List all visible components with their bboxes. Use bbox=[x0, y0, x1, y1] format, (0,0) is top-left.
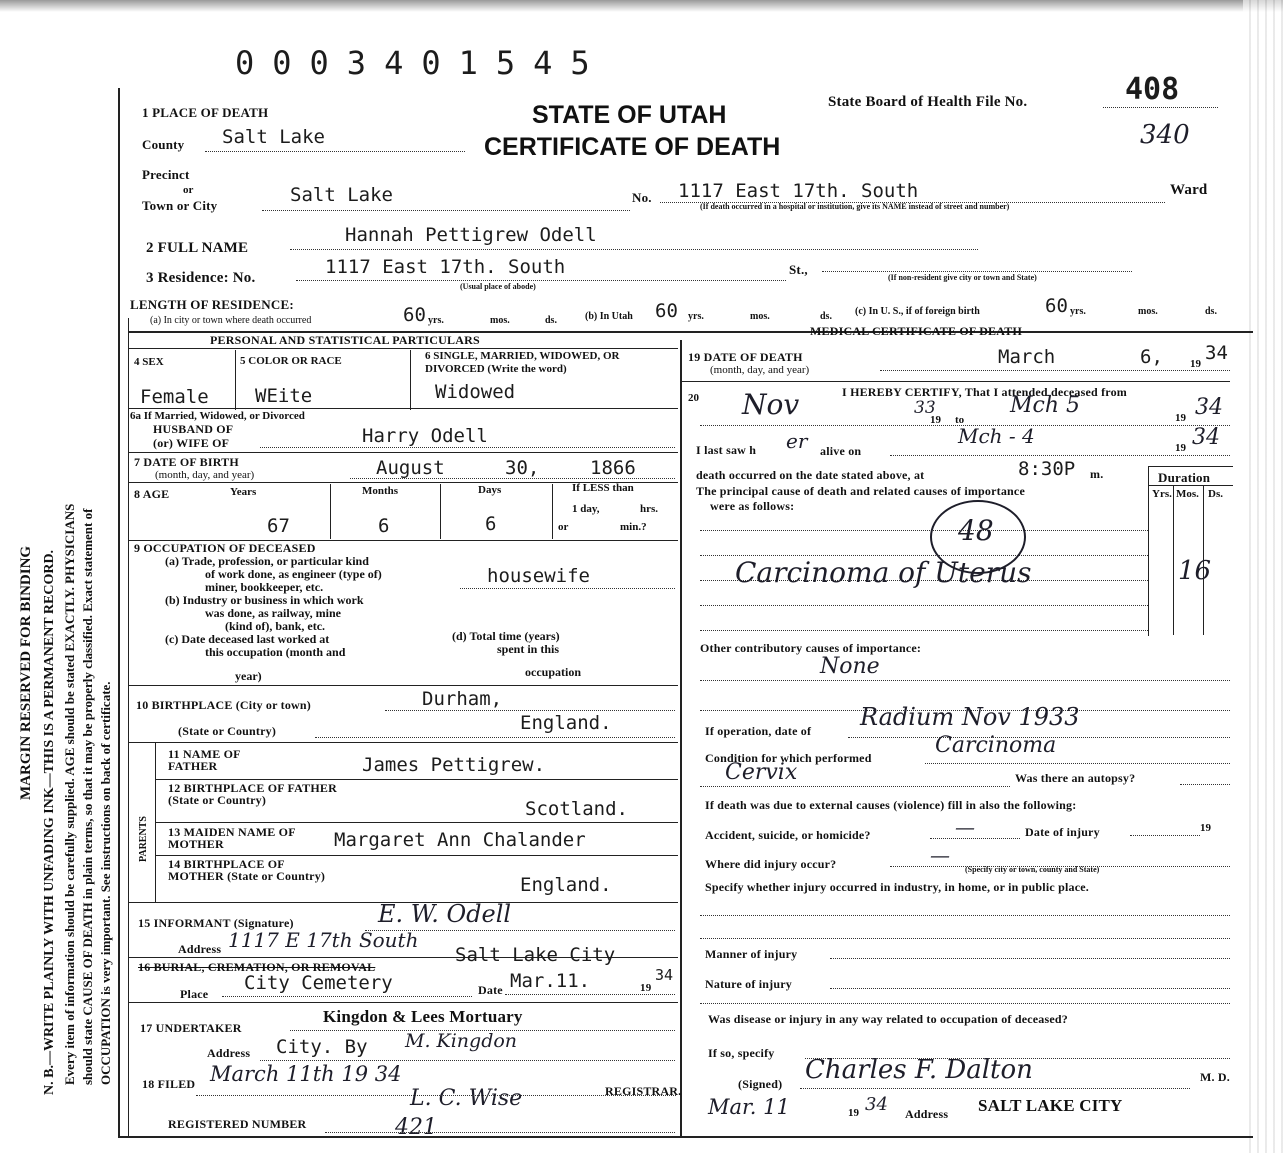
board-file-line bbox=[1103, 107, 1218, 108]
sign-address-label: Address bbox=[905, 1107, 949, 1121]
death-day: 6, bbox=[1140, 346, 1163, 368]
sex-label: 4 SEX bbox=[134, 356, 164, 368]
residence-nonres-line bbox=[822, 271, 1132, 272]
length-b-label: (b) In Utah bbox=[585, 311, 633, 322]
place-heading: 1 PLACE OF DEATH bbox=[142, 105, 269, 120]
death-year: 34 bbox=[1205, 342, 1228, 364]
undertaker-value: Kingdon & Lees Mortuary bbox=[323, 1007, 523, 1026]
burial-place-label: Place bbox=[180, 987, 209, 1001]
medical-heading: MEDICAL CERTIFICATE OF DEATH bbox=[810, 324, 1022, 338]
length-c-mos: mos. bbox=[1138, 306, 1158, 317]
other-causes-value: None bbox=[820, 654, 880, 679]
certify-text: I HEREBY CERTIFY, That I attended deceased from bbox=[842, 385, 1128, 399]
residence-usual-note: (Usual place of abode) bbox=[460, 282, 536, 291]
row-rule-12 bbox=[155, 779, 678, 780]
scan-right-edge bbox=[1243, 0, 1283, 1153]
street-value: 1117 East 17th. South bbox=[678, 180, 919, 202]
mother-bp-label: 14 BIRTHPLACE OF MOTHER (State or Country) bbox=[168, 857, 326, 883]
operation-label: If operation, date of bbox=[705, 724, 812, 738]
occ-c3: year) bbox=[235, 669, 262, 683]
margin-ink-note: N. B.—WRITE PLAINLY WITH UNFADING INK—THIS IS A PERMANENT RECORD. bbox=[42, 549, 57, 1095]
undertaker-address-line bbox=[260, 1060, 675, 1061]
autopsy-label: Was there an autopsy? bbox=[1015, 771, 1136, 785]
scan-top-edge bbox=[0, 0, 1283, 12]
registrar-signature: L. C. Wise bbox=[410, 1086, 523, 1111]
where-note: (Specify city or town, county and State) bbox=[965, 865, 1100, 874]
mother-value: Margaret Ann Chalander bbox=[334, 829, 586, 851]
duration-col-1 bbox=[1173, 485, 1174, 635]
row-rule-14 bbox=[155, 855, 678, 856]
county-label: County bbox=[142, 137, 185, 152]
attend-to-yr: 34 bbox=[1195, 395, 1223, 420]
condition-value-2: Cervix bbox=[725, 760, 798, 785]
personal-heading-rule bbox=[128, 348, 678, 349]
length-c-label: (c) In U. S., if of foreign birth bbox=[855, 306, 980, 317]
birthplace-city-line bbox=[385, 710, 675, 711]
cause-line-5 bbox=[700, 630, 1148, 631]
margin-instruction-3: OCCUPATION is very important. See instructions on back of certificate. bbox=[98, 681, 113, 1085]
street-no-label: No. bbox=[632, 190, 652, 205]
spouse-value: Harry Odell bbox=[362, 425, 488, 447]
external-text: If death was due to external causes (violence) fill in also the following: bbox=[705, 798, 1077, 812]
town-value: Salt Lake bbox=[290, 184, 393, 206]
manner-line bbox=[830, 958, 1230, 959]
occupation-line bbox=[460, 588, 675, 589]
row-rule-11 bbox=[128, 742, 678, 743]
signed-line bbox=[800, 1088, 1190, 1089]
death-row-rule bbox=[680, 381, 1230, 382]
age-divider-1 bbox=[330, 484, 331, 539]
residence-nonres-note: (If non-resident give city or town and State) bbox=[888, 273, 1037, 282]
column-divider bbox=[680, 340, 682, 1138]
last-saw-h: er bbox=[786, 429, 808, 453]
occ-a3: miner, bookkeeper, etc. bbox=[205, 580, 324, 594]
last-saw-date: Mch - 4 bbox=[958, 424, 1035, 448]
occ-heading: 9 OCCUPATION OF DECEASED bbox=[134, 541, 316, 555]
length-b-yrs: yrs. bbox=[688, 311, 704, 322]
certify-number: 20 bbox=[688, 392, 699, 404]
length-c-yrs: yrs. bbox=[1070, 306, 1086, 317]
death-yr-prefix: 19 bbox=[1190, 358, 1201, 370]
spouse-label-1: 6a If Married, Widowed, or Divorced bbox=[130, 410, 305, 422]
title-certificate: CERTIFICATE OF DEATH bbox=[484, 133, 781, 161]
dob-month: August bbox=[376, 457, 445, 479]
burial-label: 16 BURIAL, CREMATION, OR REMOVAL bbox=[138, 960, 376, 974]
county-line bbox=[205, 151, 465, 152]
town-label: Town or City bbox=[142, 198, 218, 213]
burial-year: 34 bbox=[655, 966, 674, 984]
occ-d2: spent in this bbox=[497, 642, 560, 656]
occ-b1: (b) Industry or business in which work bbox=[165, 593, 364, 607]
cause-text-2: were as follows: bbox=[710, 499, 795, 513]
dob-year: 1866 bbox=[590, 457, 636, 479]
accident-mark: — bbox=[955, 815, 975, 839]
specify-label: Specify whether injury occurred in industry, in home, or in public place. bbox=[705, 880, 1089, 894]
dob-label: 7 DATE OF BIRTH bbox=[134, 455, 239, 469]
attend-from-yr-prefix: 19 bbox=[930, 414, 941, 426]
occ-a2: of work done, as engineer (type of) bbox=[205, 567, 382, 581]
undertaker-label: 17 UNDERTAKER bbox=[140, 1021, 242, 1035]
informant-address: 1117 E 17th South bbox=[228, 928, 419, 952]
residence-value: 1117 East 17th. South bbox=[325, 256, 566, 278]
duration-box-top bbox=[1148, 466, 1233, 467]
nature-label: Nature of injury bbox=[705, 977, 792, 991]
age-label: 8 AGE bbox=[134, 487, 170, 501]
length-b-ds: ds. bbox=[820, 311, 832, 322]
age-divider-2 bbox=[440, 484, 441, 539]
hrs-label: hrs. bbox=[640, 503, 659, 515]
spouse-line bbox=[260, 447, 675, 448]
form-left-border-inner bbox=[128, 318, 129, 1138]
board-file-number: 408 bbox=[1125, 72, 1180, 107]
birthplace-country-line bbox=[315, 737, 675, 738]
accident-line bbox=[930, 838, 1020, 839]
registrar-number-handwritten: 340 bbox=[1140, 120, 1190, 150]
last-saw-label: I last saw h bbox=[696, 443, 757, 457]
sex-value: Female bbox=[140, 386, 209, 408]
last-saw-yr-prefix: 19 bbox=[1175, 442, 1186, 454]
full-name-line bbox=[290, 249, 978, 250]
precinct-label: Precinct bbox=[142, 167, 190, 182]
duration-head-rule bbox=[1148, 485, 1233, 486]
last-saw-line bbox=[890, 455, 1230, 456]
occ-b3: (kind of), bank, etc. bbox=[225, 619, 326, 633]
length-b-value: 60 bbox=[655, 300, 678, 322]
death-time-m: m. bbox=[1090, 467, 1104, 481]
length-a-mos: mos. bbox=[490, 315, 510, 326]
attend-to-yr-prefix: 19 bbox=[1175, 412, 1186, 424]
birthplace-state-label: (State or Country) bbox=[178, 724, 277, 738]
informant-label: 15 INFORMANT (Signature) bbox=[138, 916, 294, 930]
alive-on-label: alive on bbox=[820, 444, 862, 458]
sign-year: 34 bbox=[865, 1094, 888, 1115]
dob-line bbox=[350, 478, 675, 479]
physician-signature: Charles F. Dalton bbox=[805, 1055, 1033, 1085]
autopsy-line bbox=[700, 786, 1010, 787]
registrar-label: REGISTRAR. bbox=[605, 1084, 682, 1098]
min-label: min.? bbox=[620, 521, 647, 533]
residence-line bbox=[296, 280, 786, 281]
to-label: to bbox=[955, 414, 965, 426]
undertaker-address-label: Address bbox=[207, 1046, 251, 1060]
color-value: WEite bbox=[255, 385, 313, 407]
spouse-label-2: HUSBAND OF bbox=[153, 422, 234, 436]
burial-place: City Cemetery bbox=[244, 972, 393, 994]
specify-line-2 bbox=[700, 938, 1230, 939]
registered-line bbox=[325, 1132, 675, 1133]
full-name-value: Hannah Pettigrew Odell bbox=[345, 224, 597, 246]
death-date-label: 19 DATE OF DEATH bbox=[688, 350, 803, 364]
registered-number-value: 421 bbox=[395, 1115, 437, 1140]
duration-label: Duration bbox=[1158, 470, 1211, 485]
mother-bp-value: England. bbox=[520, 874, 612, 896]
row-rule-10 bbox=[128, 685, 678, 686]
cause-line-4 bbox=[700, 605, 1148, 606]
margin-instruction-2: should state CAUSE OF DEATH in plain terms, so that it may be properly classified. Exact statement of bbox=[80, 508, 95, 1085]
duration-box-left bbox=[1148, 466, 1149, 636]
row-rule-17 bbox=[128, 1002, 678, 1003]
occ-b2: was done, as railway, mine bbox=[205, 606, 342, 620]
occ-a1: (a) Trade, profession, or particular kind bbox=[165, 554, 369, 568]
md-label: M. D. bbox=[1200, 1070, 1230, 1084]
attend-to: Mch 5 bbox=[1010, 393, 1081, 418]
manner-label: Manner of injury bbox=[705, 947, 798, 961]
form-bottom-border bbox=[118, 1136, 1253, 1138]
cause-line-1 bbox=[700, 530, 1148, 531]
occupation-value: housewife bbox=[487, 565, 590, 587]
cause-number: 48 bbox=[958, 514, 994, 547]
date-injury-line bbox=[1130, 835, 1200, 836]
burial-date-label: Date bbox=[478, 983, 503, 997]
row-rule-13 bbox=[155, 822, 678, 823]
less-than-label: If LESS than bbox=[572, 482, 634, 494]
marital-label: 6 SINGLE, MARRIED, WIDOWED, OR DIVORCED (Write the word) bbox=[425, 350, 620, 375]
age-divider-3 bbox=[552, 484, 553, 539]
margin-instruction-1: Every item of information should be carefully supplied. AGE should be stated EXACTLY. PHYSICIANS bbox=[62, 503, 77, 1085]
date-injury-label: Date of injury bbox=[1025, 825, 1100, 839]
death-occurred-label: death occurred on the date stated above, at bbox=[696, 468, 925, 482]
cause-text-1: The principal cause of death and related causes of importance bbox=[696, 484, 1025, 498]
sex-divider bbox=[235, 350, 236, 410]
duration-mos: Mos. bbox=[1176, 488, 1199, 500]
burial-yr-prefix: 19 bbox=[640, 982, 652, 994]
birthplace-city: Durham, bbox=[422, 688, 503, 710]
operation-value: Radium Nov 1933 bbox=[860, 703, 1080, 731]
days-label: Days bbox=[478, 484, 502, 496]
death-date-line bbox=[880, 370, 1230, 371]
length-c-value: 60 bbox=[1045, 295, 1068, 317]
signed-label: (Signed) bbox=[738, 1077, 783, 1091]
length-a-value: 60 bbox=[403, 304, 426, 326]
informant-address-label: Address bbox=[178, 942, 222, 956]
attend-from: Nov bbox=[742, 388, 800, 421]
color-label: 5 COLOR OR RACE bbox=[240, 355, 342, 367]
precinct-or: or bbox=[183, 184, 194, 196]
length-a-label: (a) In city or town where death occurred bbox=[150, 315, 312, 326]
ward-label: Ward bbox=[1170, 182, 1208, 198]
condition-value: Carcinoma bbox=[935, 733, 1057, 758]
cause-value: Carcinoma of Uterus bbox=[735, 556, 1032, 589]
autopsy-answer-line bbox=[1180, 784, 1230, 785]
if-so-label: If so, specify bbox=[708, 1046, 775, 1060]
years-label: Years bbox=[230, 486, 257, 498]
father-label: 11 NAME OF FATHER bbox=[168, 747, 241, 773]
marital-value: Widowed bbox=[435, 381, 516, 403]
father-bp-value: Scotland. bbox=[525, 798, 628, 820]
birthplace-label: 10 BIRTHPLACE (City or town) bbox=[136, 698, 311, 712]
specify-line-1 bbox=[700, 915, 1230, 916]
duration-yrs: Yrs. bbox=[1152, 488, 1172, 500]
spouse-label-3: (or) WIFE OF bbox=[153, 436, 230, 450]
one-day-label: 1 day, bbox=[572, 503, 600, 515]
length-label: LENGTH OF RESIDENCE: bbox=[130, 297, 294, 312]
undertaker-signature: M. Kingdon bbox=[405, 1030, 518, 1052]
occ-c1: (c) Date deceased last worked at bbox=[165, 632, 330, 646]
attend-from-yr: 33 bbox=[914, 398, 936, 418]
or-min-label: or bbox=[558, 521, 569, 533]
row-rule-6a bbox=[128, 408, 678, 409]
nature-line bbox=[830, 988, 1230, 989]
board-file-label: State Board of Health File No. bbox=[828, 94, 1028, 110]
hospital-note: (If death occurred in a hospital or institution, give its NAME instead of street and number) bbox=[700, 202, 1010, 211]
dob-day: 30, bbox=[505, 457, 540, 479]
burial-date: Mar.11. bbox=[510, 970, 591, 992]
occ-c2: this occupation (month and bbox=[205, 645, 346, 659]
margin-binding-note: MARGIN RESERVED FOR BINDING bbox=[18, 545, 34, 800]
death-date-sub: (month, day, and year) bbox=[710, 364, 810, 376]
parents-label: PARENTS bbox=[138, 816, 149, 862]
accident-label: Accident, suicide, or homicide? bbox=[705, 828, 871, 842]
other-line-1 bbox=[700, 680, 1230, 681]
where-label: Where did injury occur? bbox=[705, 857, 837, 871]
residence-label: 3 Residence: No. bbox=[146, 270, 256, 286]
mother-label: 13 MAIDEN NAME OF MOTHER bbox=[168, 825, 296, 851]
color-divider bbox=[410, 350, 411, 410]
burial-place-line bbox=[222, 996, 472, 997]
length-a-yrs: yrs. bbox=[428, 315, 444, 326]
burial-city: Salt Lake City bbox=[455, 944, 616, 966]
town-line bbox=[262, 210, 630, 211]
personal-heading: PERSONAL AND STATISTICAL PARTICULARS bbox=[210, 333, 480, 347]
form-left-border bbox=[118, 88, 120, 1138]
disease-label: Was disease or injury in any way related to occupation of deceased? bbox=[708, 1012, 1068, 1026]
months-label: Months bbox=[362, 485, 399, 497]
sign-address: SALT LAKE CITY bbox=[978, 1096, 1123, 1115]
document-number: 0003401545 bbox=[235, 44, 608, 82]
father-value: James Pettigrew. bbox=[362, 754, 546, 776]
sign-date: Mar. 11 bbox=[708, 1095, 790, 1119]
occ-d3: occupation bbox=[525, 665, 582, 679]
condition-line bbox=[925, 763, 1230, 764]
last-saw-yr: 34 bbox=[1192, 425, 1220, 450]
county-value: Salt Lake bbox=[222, 126, 325, 148]
row-rule-7 bbox=[128, 452, 678, 453]
age-years-value: 67 bbox=[267, 515, 290, 537]
cause-duration: 16 bbox=[1178, 556, 1212, 586]
age-days-value: 6 bbox=[485, 513, 497, 535]
where-mark: — bbox=[930, 843, 950, 867]
residence-st: St., bbox=[789, 262, 808, 277]
full-name-label: 2 FULL NAME bbox=[146, 240, 249, 256]
filed-date: March 11th 19 34 bbox=[210, 1062, 402, 1086]
nature-line-2 bbox=[700, 1003, 1230, 1004]
registered-number-label: REGISTERED NUMBER bbox=[168, 1117, 307, 1131]
father-bp-label: 12 BIRTHPLACE OF FATHER (State or Country) bbox=[168, 781, 337, 807]
death-month: March bbox=[998, 346, 1056, 368]
age-months-value: 6 bbox=[378, 515, 390, 537]
other-causes-label: Other contributory causes of importance: bbox=[700, 641, 922, 655]
death-time: 8:30P bbox=[1018, 458, 1076, 480]
date-injury-prefix: 19 bbox=[1200, 822, 1211, 834]
condition-label: Condition for which performed bbox=[705, 751, 872, 765]
sign-yr-prefix: 19 bbox=[848, 1107, 859, 1119]
undertaker-address: City. By bbox=[276, 1036, 368, 1058]
informant-signature: E. W. Odell bbox=[378, 900, 512, 928]
length-c-ds: ds. bbox=[1205, 306, 1217, 317]
filed-line bbox=[196, 1095, 676, 1096]
dob-sub: (month, day, and year) bbox=[155, 469, 255, 481]
title-state: STATE OF UTAH bbox=[532, 101, 727, 129]
filed-label: 18 FILED bbox=[142, 1077, 196, 1091]
burial-date-line bbox=[505, 994, 675, 995]
occ-d1: (d) Total time (years) bbox=[452, 629, 560, 643]
birthplace-country: England. bbox=[520, 712, 612, 734]
duration-ds: Ds. bbox=[1208, 488, 1223, 500]
length-b-mos: mos. bbox=[750, 311, 770, 322]
length-a-ds: ds. bbox=[545, 315, 557, 326]
